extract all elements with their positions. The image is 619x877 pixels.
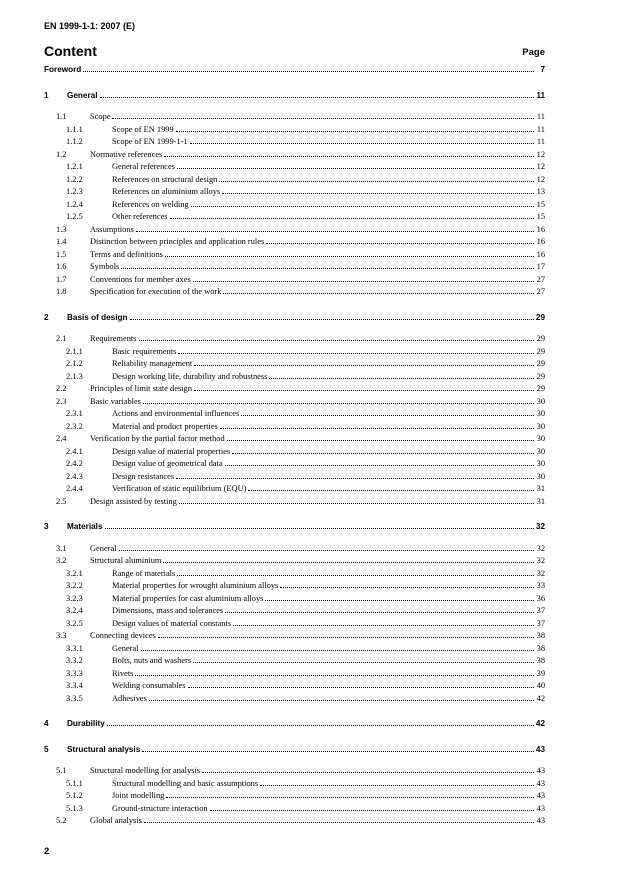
toc-entry-title: Ground-structure interaction xyxy=(112,803,208,813)
toc-entry-number: 2.1 xyxy=(56,334,67,343)
dot-leader xyxy=(176,469,534,479)
toc-entry[interactable] xyxy=(44,88,545,101)
toc-entry-page: 11 xyxy=(536,137,545,146)
page-column-label: Page xyxy=(522,47,545,58)
dot-leader xyxy=(225,603,534,613)
toc-entry-title: Basic variables xyxy=(90,396,141,406)
toc-entry[interactable] xyxy=(44,481,545,494)
dot-leader xyxy=(139,331,534,341)
toc-entry[interactable] xyxy=(44,134,545,147)
toc-entry-page: 42 xyxy=(535,719,545,728)
toc-entry-number: 2.1.1 xyxy=(66,346,83,356)
toc-entry-number: 1.2.2 xyxy=(66,174,83,184)
toc-spacer xyxy=(44,532,545,541)
toc-entry-number: 2.2 xyxy=(56,384,67,393)
dot-leader xyxy=(280,578,534,588)
toc-entry-title: References on aluminium alloys xyxy=(112,187,221,196)
toc-entry-title: Structural aluminium xyxy=(90,556,162,565)
toc-entry-page: 15 xyxy=(536,212,545,221)
toc-entry-number: 1.5 xyxy=(56,249,67,259)
toc-entry[interactable] xyxy=(44,653,545,666)
dot-leader xyxy=(260,776,534,786)
page-title: Content xyxy=(44,43,97,59)
dot-leader xyxy=(269,369,534,379)
toc-entry-number: 5.1.1 xyxy=(66,778,83,788)
toc-entry-page: 37 xyxy=(536,606,545,615)
toc-entry-number: 2.1.3 xyxy=(66,371,83,381)
toc-entry-title: Structural analysis xyxy=(67,744,141,754)
toc-entry[interactable] xyxy=(44,209,545,222)
toc-entry-title: Connecting devices xyxy=(90,631,156,640)
toc-entry[interactable] xyxy=(44,284,545,297)
toc-entry-page: 16 xyxy=(536,237,545,246)
toc-entry-page: 11 xyxy=(536,112,545,121)
toc-entry-page: 43 xyxy=(536,791,545,800)
toc-entry-page: 39 xyxy=(536,668,545,678)
toc-entry-title: Material properties for cast aluminium alloys xyxy=(112,593,264,603)
toc-entry[interactable] xyxy=(44,716,545,729)
toc-entry-page: 43 xyxy=(535,744,545,754)
toc-entry[interactable] xyxy=(44,591,545,604)
dot-leader xyxy=(107,716,534,726)
toc-entry-title: Adhesives xyxy=(112,693,147,703)
toc-entry[interactable] xyxy=(44,541,545,554)
toc-entry-page: 29 xyxy=(536,334,545,343)
toc-entry-number: 3.3.2 xyxy=(66,656,83,665)
dot-leader xyxy=(166,788,534,798)
toc-entry-title: Range of materials xyxy=(112,568,176,578)
toc-entry-number: 1.2.5 xyxy=(66,212,83,221)
toc-entry[interactable] xyxy=(44,184,545,197)
toc-entry-title: Design assisted by testing xyxy=(90,496,177,506)
dot-leader xyxy=(178,344,534,354)
toc-entry-number: 1 xyxy=(44,90,49,100)
toc-entry-title: References on welding xyxy=(112,199,189,209)
toc-entry-page: 43 xyxy=(536,803,545,813)
toc-entry[interactable] xyxy=(44,272,545,285)
toc-entry[interactable] xyxy=(44,494,545,507)
toc-entry[interactable] xyxy=(44,147,545,160)
toc-entry-title: General xyxy=(112,643,139,653)
toc-entry-number: 5 xyxy=(44,744,49,754)
toc-entry[interactable] xyxy=(44,310,545,323)
toc-entry[interactable] xyxy=(44,519,545,532)
toc-entry-title: Verification of static equilibrium (EQU) xyxy=(112,484,247,493)
toc-entry-page: 13 xyxy=(536,187,545,196)
dot-leader xyxy=(241,406,534,416)
toc-entry-number: 4 xyxy=(44,719,49,728)
toc-entry-title: General xyxy=(90,543,117,553)
toc-entry-number: 5.1 xyxy=(56,766,67,775)
toc-entry[interactable] xyxy=(44,234,545,247)
toc-entry[interactable] xyxy=(44,381,545,394)
toc-entry-number: 3.2.3 xyxy=(66,593,83,603)
dot-leader xyxy=(179,494,534,504)
toc-entry-number: 1.2.4 xyxy=(66,199,83,209)
dot-leader xyxy=(248,481,534,491)
toc-entry[interactable] xyxy=(44,122,545,135)
dot-leader xyxy=(164,147,534,157)
toc-entry-number: 5.1.2 xyxy=(66,791,83,800)
dot-leader xyxy=(222,184,534,194)
dot-leader xyxy=(136,222,534,232)
toc-entry-title: Global analysis xyxy=(90,816,142,825)
toc-entry[interactable] xyxy=(44,394,545,407)
toc-entry[interactable] xyxy=(44,172,545,185)
toc-entry-page: 36 xyxy=(536,593,545,603)
toc-entry-number: 3.2.4 xyxy=(66,606,83,615)
toc-entry-title: Bolts, nuts and washers xyxy=(112,656,192,665)
toc-entry-number: 2.3 xyxy=(56,396,67,406)
toc-entry-number: 3 xyxy=(44,522,49,531)
toc-entry[interactable] xyxy=(44,431,545,444)
toc-entry-number: 3.2.5 xyxy=(66,618,83,628)
toc-entry-page: 30 xyxy=(536,434,545,443)
toc-spacer xyxy=(44,75,545,88)
toc-entry-page: 30 xyxy=(536,421,545,431)
toc-entry[interactable] xyxy=(44,469,545,482)
toc-entry[interactable] xyxy=(44,813,545,826)
toc-entry-page: 11 xyxy=(536,124,545,134)
dot-leader xyxy=(177,566,534,576)
toc-entry[interactable] xyxy=(44,603,545,616)
dot-leader xyxy=(188,678,534,688)
toc-entry-title: Design working life, durability and robustness xyxy=(112,371,268,381)
dot-leader xyxy=(112,109,534,119)
toc-entry-number: 5.1.3 xyxy=(66,803,83,813)
toc-entry-page: 30 xyxy=(536,396,545,406)
document-id: EN 1999-1-1: 2007 (E) xyxy=(44,21,136,31)
toc-entry-title: Principles of limit state design xyxy=(90,384,192,393)
toc-entry-number: 1.7 xyxy=(56,274,67,284)
toc-entry-title: Joint modelling xyxy=(112,791,165,800)
toc-entry-title: References on structural design xyxy=(112,174,218,184)
toc-entry-foreword[interactable] xyxy=(44,62,545,75)
toc-entry[interactable] xyxy=(44,222,545,235)
toc-entry[interactable] xyxy=(44,763,545,776)
toc-entry-title: Normative references xyxy=(90,149,163,159)
toc-entry[interactable] xyxy=(44,641,545,654)
toc-entry-title: Reliability management xyxy=(112,359,193,368)
toc-entry-title: Material properties for wrought aluminium alloys xyxy=(112,581,279,590)
toc-entry[interactable] xyxy=(44,742,545,755)
toc-entry-page: 11 xyxy=(536,90,545,100)
toc-entry-page: 30 xyxy=(536,471,545,481)
dot-leader xyxy=(105,519,535,529)
toc-entry-title: Scope xyxy=(90,112,111,121)
dot-leader xyxy=(143,394,534,404)
toc-entry-title: Foreword xyxy=(44,65,82,74)
toc-entry[interactable] xyxy=(44,159,545,172)
toc-entry-page: 43 xyxy=(536,816,545,825)
toc-entry[interactable] xyxy=(44,456,545,469)
toc-entry[interactable] xyxy=(44,259,545,272)
toc-entry-title: Scope of EN 1999-1-1 xyxy=(112,137,188,146)
toc-entry-title: Symbols xyxy=(90,262,120,271)
toc-entry-number: 3.2.2 xyxy=(66,581,83,590)
dot-leader xyxy=(194,381,534,391)
toc-entry-number: 3.3.1 xyxy=(66,643,83,653)
toc-entry-number: 1.4 xyxy=(56,237,67,246)
toc-entry-title: Actions and environmental influences xyxy=(112,409,240,418)
toc-entry-number: 3.3.4 xyxy=(66,681,83,690)
toc-entry-page: 27 xyxy=(536,274,545,284)
toc-entry-page: 7 xyxy=(540,65,545,74)
toc-entry-title: Scope of EN 1999 xyxy=(112,124,174,134)
toc-entry-page: 29 xyxy=(535,312,545,322)
toc-entry-page: 32 xyxy=(536,568,545,578)
toc-entry[interactable] xyxy=(44,369,545,382)
toc-entry-title: Design values of material constants xyxy=(112,618,232,628)
dot-leader xyxy=(176,122,534,132)
dot-leader xyxy=(223,284,534,294)
toc-entry-number: 3.3.5 xyxy=(66,693,83,703)
toc-entry-number: 2.4 xyxy=(56,434,67,443)
toc-entry-number: 3.3.3 xyxy=(66,668,83,678)
toc-entry-page: 37 xyxy=(536,618,545,628)
toc-entry-page: 30 xyxy=(536,459,545,468)
toc-entry-number: 2.3.2 xyxy=(66,421,83,431)
toc-entry-number: 2.4.4 xyxy=(66,484,83,493)
toc-entry-page: 16 xyxy=(536,249,545,259)
dot-leader xyxy=(219,172,534,182)
toc-entry-page: 12 xyxy=(536,162,545,171)
toc-entry[interactable] xyxy=(44,109,545,122)
dot-leader xyxy=(83,62,534,72)
dot-leader xyxy=(149,691,534,701)
toc-entry-number: 2.4.1 xyxy=(66,446,83,456)
toc-entry-number: 3.2 xyxy=(56,556,67,565)
toc-entry-page: 32 xyxy=(535,522,545,531)
toc-entry-page: 32 xyxy=(536,543,545,553)
toc-entry-title: Verification by the partial factor method xyxy=(90,434,225,443)
dot-leader xyxy=(121,259,534,269)
dot-leader xyxy=(266,234,534,244)
dot-leader xyxy=(158,628,534,638)
toc-entry-page: 15 xyxy=(536,199,545,209)
toc-entry-title: General references xyxy=(112,162,175,171)
toc-entry-number: 3.1 xyxy=(56,543,67,553)
toc-entry-title: Requirements xyxy=(90,334,137,343)
toc-entry-number: 2.1.2 xyxy=(66,359,83,368)
toc-entry-number: 2 xyxy=(44,312,49,322)
dot-leader xyxy=(130,310,534,320)
dot-leader xyxy=(170,209,534,219)
toc-entry-number: 3.3 xyxy=(56,631,67,640)
toc-entry-number: 1.1.1 xyxy=(66,124,83,134)
toc-entry-page: 31 xyxy=(536,484,545,493)
toc-entry-title: Specification for execution of the work xyxy=(90,287,222,296)
toc-entry[interactable] xyxy=(44,628,545,641)
toc-entry[interactable] xyxy=(44,356,545,369)
dot-leader xyxy=(190,134,534,144)
table-of-contents xyxy=(44,62,545,826)
toc-entry-number: 2.4.2 xyxy=(66,459,83,468)
toc-entry-page: 17 xyxy=(536,262,545,271)
dot-leader xyxy=(194,356,534,366)
toc-entry-page: 38 xyxy=(536,656,545,665)
toc-entry-page: 43 xyxy=(536,766,545,775)
toc-entry-number: 1.2.1 xyxy=(66,162,83,171)
toc-entry-title: Structural modelling and basic assumptions xyxy=(112,778,259,788)
toc-entry-number: 2.3.1 xyxy=(66,409,83,418)
toc-entry-number: 1.8 xyxy=(56,287,67,296)
toc-entry-title: Welding consumables xyxy=(112,681,186,690)
toc-entry-page: 29 xyxy=(536,359,545,368)
toc-entry-page: 32 xyxy=(536,556,545,565)
toc-entry[interactable] xyxy=(44,776,545,789)
toc-entry-number: 1.2.3 xyxy=(66,187,83,196)
dot-leader xyxy=(191,197,534,207)
toc-entry-title: Assumptions xyxy=(90,224,134,234)
toc-entry[interactable] xyxy=(44,197,545,210)
dot-leader xyxy=(141,641,534,651)
toc-entry-page: 30 xyxy=(536,409,545,418)
dot-leader xyxy=(142,742,534,752)
toc-entry-title: Design resistances xyxy=(112,471,175,481)
toc-entry-number: 2.5 xyxy=(56,496,67,506)
toc-entry-number: 2.4.3 xyxy=(66,471,83,481)
toc-entry-page: 12 xyxy=(536,149,545,159)
toc-entry[interactable] xyxy=(44,419,545,432)
dot-leader xyxy=(232,444,534,454)
toc-entry-number: 1.6 xyxy=(56,262,67,271)
toc-entry[interactable] xyxy=(44,666,545,679)
toc-entry-title: Other references xyxy=(112,212,168,221)
toc-entry-page: 33 xyxy=(536,581,545,590)
dot-leader xyxy=(144,813,534,823)
dot-leader xyxy=(227,431,534,441)
toc-entry-page: 29 xyxy=(536,371,545,381)
toc-entry-title: Materials xyxy=(67,522,103,531)
toc-entry-title: Basis of design xyxy=(67,312,128,322)
toc-entry[interactable] xyxy=(44,444,545,457)
dot-leader xyxy=(135,666,534,676)
toc-entry-number: 1.2 xyxy=(56,149,67,159)
toc-entry[interactable] xyxy=(44,691,545,704)
dot-leader xyxy=(225,456,534,466)
toc-entry-title: Basic requirements xyxy=(112,346,177,356)
dot-leader xyxy=(165,247,534,257)
toc-entry-title: Design value of geometrical data xyxy=(112,459,223,468)
dot-leader xyxy=(163,553,534,563)
toc-entry-page: 43 xyxy=(536,778,545,788)
toc-entry[interactable] xyxy=(44,344,545,357)
dot-leader xyxy=(202,763,534,773)
toc-entry[interactable] xyxy=(44,406,545,419)
toc-entry-title: Dimensions, mass and tolerances xyxy=(112,606,224,615)
toc-spacer xyxy=(44,729,545,742)
toc-entry-page: 42 xyxy=(536,693,545,703)
toc-entry-number: 1.1.2 xyxy=(66,137,83,146)
toc-entry-page: 31 xyxy=(536,496,545,506)
dot-leader xyxy=(193,272,534,282)
toc-entry-page: 40 xyxy=(536,681,545,690)
toc-entry-page: 38 xyxy=(536,631,545,640)
toc-entry[interactable] xyxy=(44,247,545,260)
toc-entry-title: Structural modelling for analysis xyxy=(90,766,201,775)
dot-leader xyxy=(233,616,534,626)
dot-leader xyxy=(210,801,534,811)
toc-entry-page: 12 xyxy=(536,174,545,184)
toc-entry-page: 27 xyxy=(536,287,545,296)
toc-entry[interactable] xyxy=(44,578,545,591)
toc-entry-page: 29 xyxy=(536,384,545,393)
toc-entry-title: Design value of material properties xyxy=(112,446,231,456)
dot-leader xyxy=(220,419,534,429)
toc-entry-number: 3.2.1 xyxy=(66,568,83,578)
toc-entry[interactable] xyxy=(44,788,545,801)
toc-entry-title: Distinction between principles and application rules xyxy=(90,237,265,246)
toc-entry-title: Rivets xyxy=(112,668,134,678)
page-number: 2 xyxy=(44,846,50,857)
toc-entry-title: Conventions for member axes xyxy=(90,274,191,284)
toc-entry-page: 29 xyxy=(536,346,545,356)
toc-entry-page: 38 xyxy=(536,643,545,653)
dot-leader xyxy=(177,159,534,169)
toc-entry-title: Material and product properties xyxy=(112,421,218,431)
toc-entry-title: Terms and definitions xyxy=(90,249,163,259)
toc-spacer xyxy=(44,100,545,109)
dot-leader xyxy=(193,653,534,663)
toc-entry[interactable] xyxy=(44,553,545,566)
toc-entry-number: 1.1 xyxy=(56,112,67,121)
toc-entry[interactable] xyxy=(44,801,545,814)
dot-leader xyxy=(100,88,535,98)
toc-entry[interactable] xyxy=(44,678,545,691)
toc-entry[interactable] xyxy=(44,331,545,344)
toc-entry-number: 5.2 xyxy=(56,816,67,825)
toc-entry-title: Durability xyxy=(67,719,105,728)
toc-entry-page: 30 xyxy=(536,446,545,456)
toc-entry-page: 16 xyxy=(536,224,545,234)
toc-entry-title: General xyxy=(67,90,98,100)
toc-entry[interactable] xyxy=(44,616,545,629)
toc-entry[interactable] xyxy=(44,566,545,579)
dot-leader xyxy=(265,591,534,601)
toc-entry-number: 1.3 xyxy=(56,224,67,234)
dot-leader xyxy=(119,541,534,551)
